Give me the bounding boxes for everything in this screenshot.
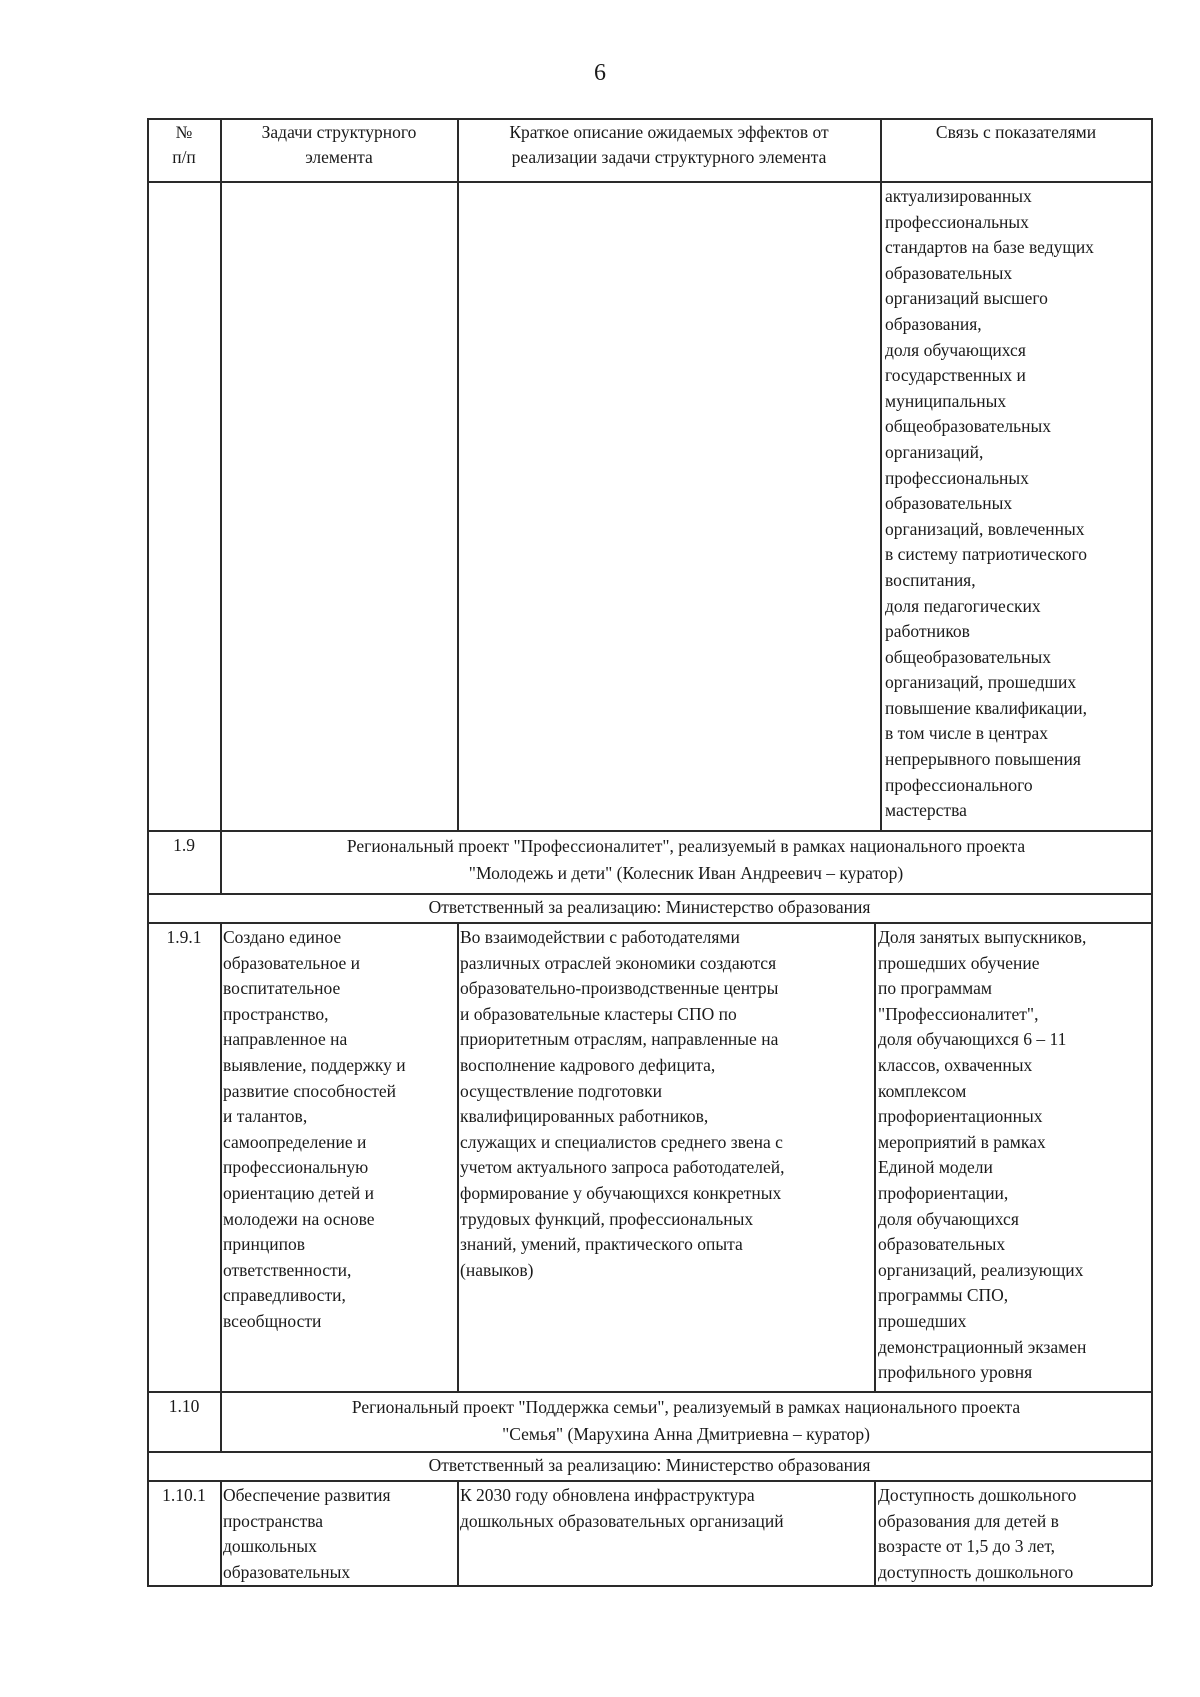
project-title: Региональный проект "Поддержка семьи", реализуемый в рамках национального проекта "Семья" (Марухина Анна Дмитриевна – куратор) xyxy=(351,1397,1021,1444)
indicators-cell: Доступность дошкольного образования для детей в возрасте от 1,5 до 3 лет, доступность дошкольного xyxy=(878,1485,1077,1582)
page-number: 6 xyxy=(594,60,606,86)
grid-line xyxy=(147,181,1152,183)
header-effects: Краткое описание ожидаемых эффектов от реализации задачи структурного элемента xyxy=(509,122,829,167)
effects-cell: Во взаимодействии с работодателями различных отраслей экономики создаются образовательно-производственные центры и образовательные кластеры СПО по приоритетным отраслям, направленные на восполнение кадрового дефицита, осуществление подготовки квалифицированных работников, служащих и специалистов среднего звена с учетом актуального запроса работодателей, формирование у обучающихся конкретных трудовых функций, профессиональных знаний, умений, практического опыта (навыков) xyxy=(460,927,785,1280)
indicators-cell: Доля занятых выпускников, прошедших обучение по программам "Профессионалитет", доля обучающихся 6 – 11 классов, охваченных комплексом профориентационных мероприятий в рамках Единой модели профориентации, доля обучающихся образовательных организаций, реализующих программы СПО, прошедших демонстрационный экзамен профильного уровня xyxy=(878,927,1087,1383)
grid-line xyxy=(874,1480,876,1586)
project-title: Региональный проект "Профессионалитет", реализуемый в рамках национального проекта "Молодежь и дети" (Колесник Иван Андреевич – куратор) xyxy=(346,836,1026,883)
grid-line xyxy=(147,922,1152,924)
row-number: 1.10.1 xyxy=(162,1485,206,1505)
grid-line xyxy=(220,118,222,893)
task-cell: Создано единое образовательное и воспитательное пространство, направленное на выявление, поддержку и развитие способностей и талантов, самоопределение и профессиональную ориентацию детей и молодежи на основе принципов ответственности, справедливости, всеобщности xyxy=(223,927,406,1331)
grid-line xyxy=(220,922,222,1452)
header-tasks: Задачи структурного элемента xyxy=(261,122,417,167)
header-num: № п/п xyxy=(172,122,196,167)
grid-line xyxy=(874,922,876,1392)
row-number: 1.10 xyxy=(168,1396,200,1416)
responsible-label: Ответственный за реализацию: Министерство образования xyxy=(428,897,871,917)
grid-line xyxy=(147,1391,1152,1393)
continued-indicators: актуализированных профессиональных стандартов на базе ведущих образовательных организаций высшего образования, доля обучающихся государственных и муниципальных общеобразовательных организаций, профессиональных образовательных организаций, вовлеченных в систему патриотического воспитания, доля педагогических работников общеобразовательных организаций, прошедших повышение квалификации, в том числе в центрах непрерывного повышения профессионального мастерства xyxy=(885,186,1094,821)
grid-line xyxy=(147,830,1152,832)
row-number: 1.9.1 xyxy=(166,927,202,947)
grid-line xyxy=(880,118,882,831)
responsible-label: Ответственный за реализацию: Министерство образования xyxy=(428,1455,871,1475)
header-indicators: Связь с показателями xyxy=(935,122,1097,142)
grid-line xyxy=(220,1480,222,1586)
row-number: 1.9 xyxy=(173,835,195,855)
effects-cell: К 2030 году обновлена инфраструктура дошкольных образовательных организаций xyxy=(460,1485,784,1531)
task-cell: Обеспечение развития пространства дошкольных образовательных xyxy=(223,1485,391,1582)
grid-line xyxy=(457,922,459,1392)
grid-line xyxy=(147,1480,1152,1482)
grid-line xyxy=(1151,118,1153,1586)
grid-line xyxy=(457,118,459,831)
grid-line xyxy=(457,1480,459,1586)
